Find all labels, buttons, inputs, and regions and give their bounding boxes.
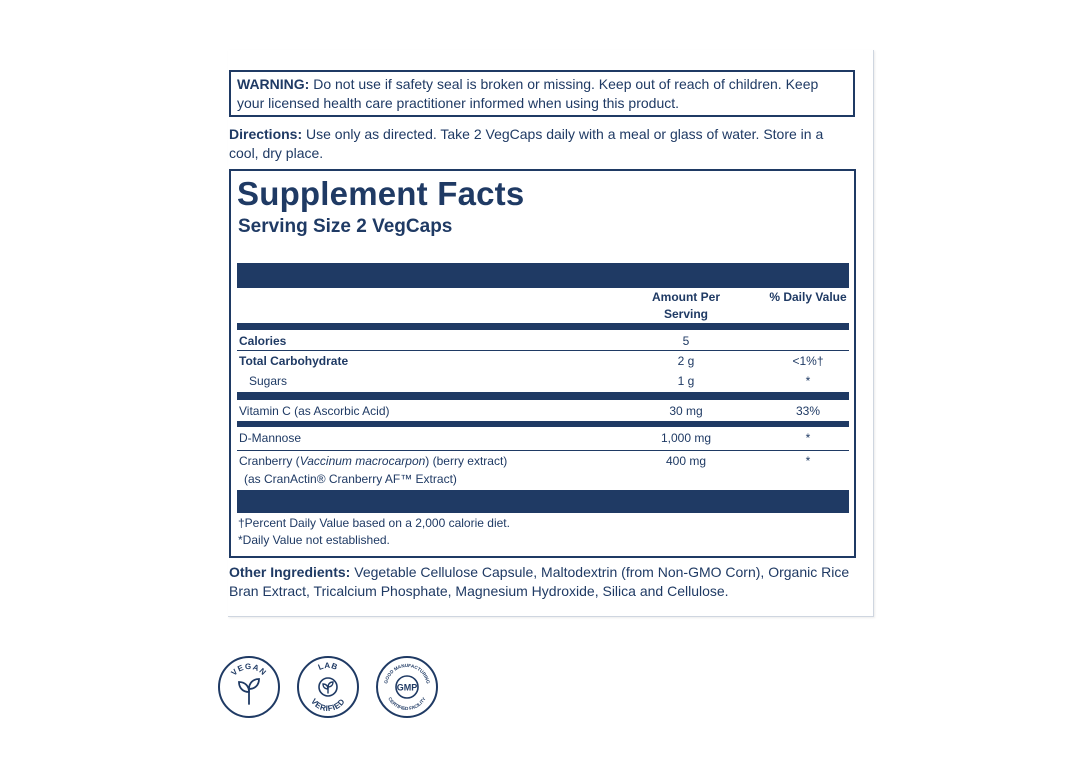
- row-d-mannose-dv: *: [805, 431, 811, 445]
- row-sugars-name: Sugars: [249, 374, 288, 388]
- svg-text:VERIFIED: [309, 697, 347, 713]
- row-divider: [237, 450, 849, 451]
- gmp-seal-icon: [378, 658, 436, 716]
- row-cranberry-amount: 400 mg: [665, 454, 707, 468]
- lab-verified-badge: [297, 656, 359, 718]
- row-carb-amount: 2 g: [677, 354, 695, 368]
- column-header-amount: Amount Per Serving: [651, 290, 720, 321]
- row-divider: [237, 350, 849, 351]
- other-ingredients-text: Vegetable Cellulose Capsule, Maltodextrin (from Non-GMO Corn), Organic Rice Bran Extract, Tricalcium Phosphate, Magnesium Hydroxide, Silica and Cellulose.: [229, 564, 850, 599]
- other-ingredients: [229, 563, 864, 601]
- svg-text:GOOD MANUFACTURING: [383, 663, 431, 685]
- vegan-badge: [218, 656, 280, 718]
- row-vitamin-c-name: Vitamin C (as Ascorbic Acid): [239, 404, 390, 418]
- gmp-badge: [376, 656, 438, 718]
- medium-divider: [237, 323, 849, 330]
- row-d-mannose-amount: 1,000 mg: [660, 431, 712, 445]
- cranberry-name-prefix: Cranberry (: [239, 454, 300, 468]
- lab-badge-top-text: LAB: [316, 660, 340, 673]
- thick-divider: [237, 490, 849, 513]
- footnote-not-established: *Daily Value not established.: [238, 533, 390, 547]
- lab-badge-bottom-text: VERIFIED: [309, 696, 347, 714]
- supplement-facts-panel: [229, 169, 856, 558]
- warning-text: Do not use if safety seal is broken or missing. Keep out of reach of children. Keep your licensed health care practitioner informed when using this product.: [237, 76, 819, 111]
- row-carb-name: Total Carbohydrate: [239, 354, 349, 368]
- lab-verified-icon: [299, 658, 357, 716]
- cranberry-name-suffix: ) (berry extract): [425, 454, 508, 468]
- directions-text: Use only as directed. Take 2 VegCaps daily with a meal or glass of water. Store in a cool, dry place.: [229, 126, 824, 161]
- vegan-badge-text: VEGAN: [229, 661, 269, 678]
- row-calories-amount: 5: [682, 334, 690, 348]
- gmp-badge-center-text: GMP: [396, 682, 418, 693]
- thick-divider: [237, 263, 849, 288]
- row-sugars-dv: *: [805, 374, 811, 388]
- directions: [229, 125, 854, 163]
- warning-label: WARNING:: [237, 76, 310, 92]
- footnote-daily-value: †Percent Daily Value based on a 2,000 calorie diet.: [238, 516, 510, 530]
- gmp-badge-top-text: GOOD MANUFACTURING: [383, 662, 431, 685]
- row-sugars-amount: 1 g: [677, 374, 695, 388]
- other-ingredients-label: Other Ingredients:: [229, 564, 351, 580]
- row-cranberry-name: [239, 453, 507, 469]
- directions-label: Directions:: [229, 126, 303, 142]
- row-calories-name: Calories: [239, 334, 287, 348]
- medium-divider: [237, 392, 849, 400]
- row-cranberry-dv: *: [805, 454, 811, 468]
- gmp-badge-bottom-text: CERTIFIED FACILITY: [387, 696, 427, 712]
- row-vitamin-c-amount: 30 mg: [669, 404, 703, 418]
- column-header-daily-value: % Daily Value: [769, 290, 847, 304]
- row-carb-dv: <1%†: [792, 354, 824, 368]
- serving-size: Serving Size 2 VegCaps: [238, 216, 453, 237]
- row-vitamin-c-dv: 33%: [795, 404, 821, 418]
- facts-title: Supplement Facts: [237, 175, 525, 212]
- vegan-leaf-icon: [220, 658, 278, 716]
- row-cranberry-form: (as CranActin® Cranberry AF™ Extract): [244, 472, 457, 486]
- warning-box: [229, 70, 855, 117]
- row-d-mannose-name: D-Mannose: [239, 431, 302, 445]
- svg-text:LAB: [317, 661, 339, 672]
- medium-divider: [237, 421, 849, 427]
- cranberry-species: Vaccinum macrocarpon: [299, 454, 426, 468]
- svg-text:VEGAN: [230, 662, 269, 678]
